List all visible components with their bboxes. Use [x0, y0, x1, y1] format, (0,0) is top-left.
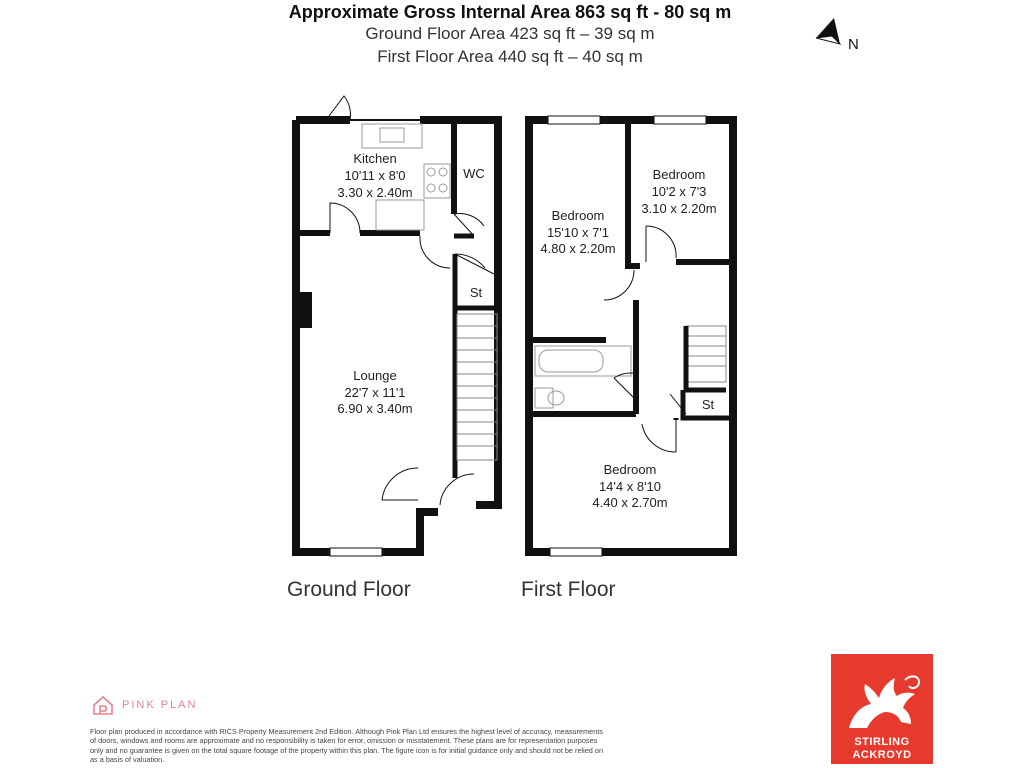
first-store-name: St: [701, 397, 715, 412]
pink-plan-name: PINK PLAN: [122, 699, 198, 711]
ground-floor-label: Ground Floor: [287, 578, 411, 601]
bedroom-front-name: Bedroom: [603, 462, 657, 477]
pink-plan-house-icon: [92, 694, 114, 716]
kitchen-name: Kitchen: [353, 151, 397, 166]
ground-floor-area: Ground Floor Area 423 sq ft – 39 sq m: [365, 24, 655, 43]
kitchen-dim-imperial: 10'11 x 8'0: [344, 168, 406, 183]
bedroom-small-dim-imperial: 10'2 x 7'3: [651, 184, 707, 199]
bedroom-small-name: Bedroom: [652, 167, 706, 182]
lounge-dim-metric: 6.90 x 3.40m: [337, 401, 413, 416]
plan-title: Approximate Gross Internal Area 863 sq ft - 80 sq m: [288, 2, 732, 22]
bedroom-large-name: Bedroom: [551, 208, 605, 223]
disclaimer-text: Floor plan produced in accordance with RICS Property Measurement 2nd Edition. Although Pink Plan Ltd ensures the highest level of accuracy, measurements of doors, windows and rooms are approximate and no responsibility is taken for error, omission or misstatement. These plans are for representation purposes only and no guarantee is given on the total square footage of the property within this plan. The figure icon is for initial guidance only and should not be relied on as a basis of valuation.: [90, 727, 604, 764]
bedroom-front-dim-metric: 4.40 x 2.70m: [592, 495, 668, 510]
wc-name: WC: [463, 166, 485, 181]
lounge-dim-imperial: 22'7 x 11'1: [344, 385, 406, 400]
first-floor-area: First Floor Area 440 sq ft – 40 sq m: [377, 47, 643, 66]
griffin-logo-icon: [831, 658, 933, 734]
pink-plan-logo: [92, 694, 197, 716]
first-floor-label: First Floor: [521, 578, 616, 601]
brand-line1: STIRLING: [854, 736, 910, 748]
lounge-name: Lounge: [353, 368, 397, 383]
ground-store-name: St: [469, 285, 483, 300]
compass-label: N: [848, 36, 859, 53]
bedroom-small-dim-metric: 3.10 x 2.20m: [641, 201, 717, 216]
ground-floor-plan: [296, 96, 498, 556]
brand-line2: ACKROYD: [852, 749, 912, 761]
bedroom-large-dim-imperial: 15'10 x 7'1: [546, 225, 610, 240]
bedroom-large-dim-metric: 4.80 x 2.20m: [540, 241, 616, 256]
bedroom-front-dim-imperial: 14'4 x 8'10: [598, 479, 662, 494]
stirling-ackroyd-logo: [831, 654, 933, 764]
kitchen-dim-metric: 3.30 x 2.40m: [337, 185, 413, 200]
